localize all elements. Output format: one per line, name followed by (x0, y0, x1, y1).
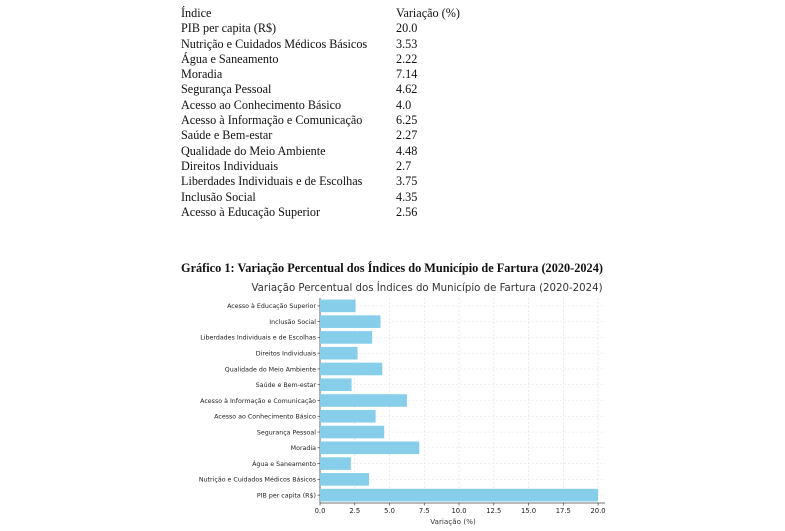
row-value: 7.14 (396, 67, 418, 82)
x-tick-label: 12.5 (486, 507, 502, 515)
y-tick-label: Acesso à Educação Superior (227, 303, 316, 311)
row-label: Água e Saneamento (181, 51, 279, 66)
table-row (181, 159, 481, 174)
table-row (181, 174, 481, 189)
y-tick-label: Acesso ao Conhecimento Básico (214, 413, 316, 421)
bar (320, 347, 358, 360)
row-label: Segurança Pessoal (181, 82, 272, 97)
row-label: PIB per capita (R$) (181, 21, 277, 36)
y-tick-label: Inclusão Social (269, 318, 316, 326)
table-header-index: Índice (181, 6, 212, 20)
bar (320, 300, 356, 313)
y-tick-label: Qualidade do Meio Ambiente (224, 366, 316, 374)
row-label: Nutrição e Cuidados Médicos Básicos (181, 36, 368, 51)
y-tick-label: Segurança Pessoal (256, 429, 316, 437)
table-row (181, 113, 481, 128)
bar (320, 410, 376, 423)
row-label: Saúde e Bem-estar (181, 128, 273, 143)
row-value: 20.0 (396, 21, 418, 36)
row-value: 2.7 (396, 158, 412, 173)
row-label: Direitos Individuais (181, 158, 279, 173)
chart-svg (183, 278, 611, 530)
x-tick-label: 7.5 (418, 507, 430, 515)
y-axis-labels (199, 302, 320, 499)
row-value: 4.0 (396, 97, 412, 112)
x-tick-label: 15.0 (520, 507, 537, 515)
x-tick-label: 10.0 (451, 507, 467, 515)
table-row (181, 52, 481, 67)
x-tick-label: 2.5 (349, 507, 361, 515)
table-row (181, 190, 481, 205)
table-header-variation: Variação (%) (396, 6, 460, 20)
table-row (181, 82, 481, 97)
row-value: 3.75 (396, 174, 418, 189)
figure-caption: Gráfico 1: Variação Percentual dos Índices do Município de Fartura (2020-2024) (181, 261, 603, 275)
chart-title: Variação Percentual dos Índices do Município de Fartura (2020-2024) (251, 283, 603, 294)
table-row (181, 21, 481, 36)
bar (320, 473, 369, 486)
row-label: Liberdades Individuais e de Escolhas (181, 174, 363, 189)
y-tick-label: Moradia (290, 445, 316, 453)
row-value: 4.48 (396, 143, 418, 158)
y-tick-label: PIB per capita (R$) (256, 492, 316, 500)
row-value: 2.56 (396, 204, 418, 219)
row-label: Acesso à Educação Superior (181, 204, 321, 219)
row-value: 2.27 (396, 128, 418, 143)
table-row (181, 37, 481, 52)
bar (320, 394, 407, 407)
bar (320, 331, 372, 344)
row-value: 3.53 (396, 36, 418, 51)
row-value: 4.62 (396, 82, 418, 97)
y-tick-label: Saúde e Bem-estar (255, 382, 316, 390)
y-tick-label: Acesso à Informação e Comunicação (200, 397, 316, 405)
y-tick-label: Nutrição e Cuidados Médicos Básicos (198, 476, 316, 484)
bar (320, 363, 382, 376)
row-label: Inclusão Social (181, 189, 256, 204)
x-tick-label: 0.0 (314, 507, 326, 515)
x-axis-ticks (315, 503, 606, 515)
y-tick-label: Liberdades Individuais e de Escolhas (200, 334, 316, 342)
x-tick-label: 20.0 (590, 507, 606, 515)
table-row (181, 205, 481, 220)
table-row (181, 98, 481, 113)
bar (320, 457, 351, 470)
row-value: 6.25 (396, 113, 418, 128)
y-tick-label: Água e Saneamento (252, 460, 316, 468)
row-label: Acesso à Informação e Comunicação (181, 113, 363, 128)
x-tick-label: 5.0 (384, 507, 395, 515)
y-tick-label: Direitos Individuais (255, 350, 316, 358)
table-header-row (181, 6, 481, 21)
bar (320, 315, 380, 328)
x-tick-label: 17.5 (555, 507, 571, 515)
x-axis-label: Variação (%) (430, 517, 476, 526)
bar (320, 378, 352, 391)
row-label: Qualidade do Meio Ambiente (181, 143, 326, 158)
bar (320, 442, 419, 455)
row-value: 4.35 (396, 189, 418, 204)
bar (320, 489, 598, 502)
bar-chart (183, 278, 611, 530)
bar (320, 426, 384, 439)
table-row (181, 67, 481, 82)
row-value: 2.22 (396, 51, 418, 66)
row-label: Acesso ao Conhecimento Básico (181, 97, 342, 112)
table-row (181, 144, 481, 159)
table-row (181, 128, 481, 143)
row-label: Moradia (181, 67, 223, 82)
data-table (181, 6, 481, 220)
